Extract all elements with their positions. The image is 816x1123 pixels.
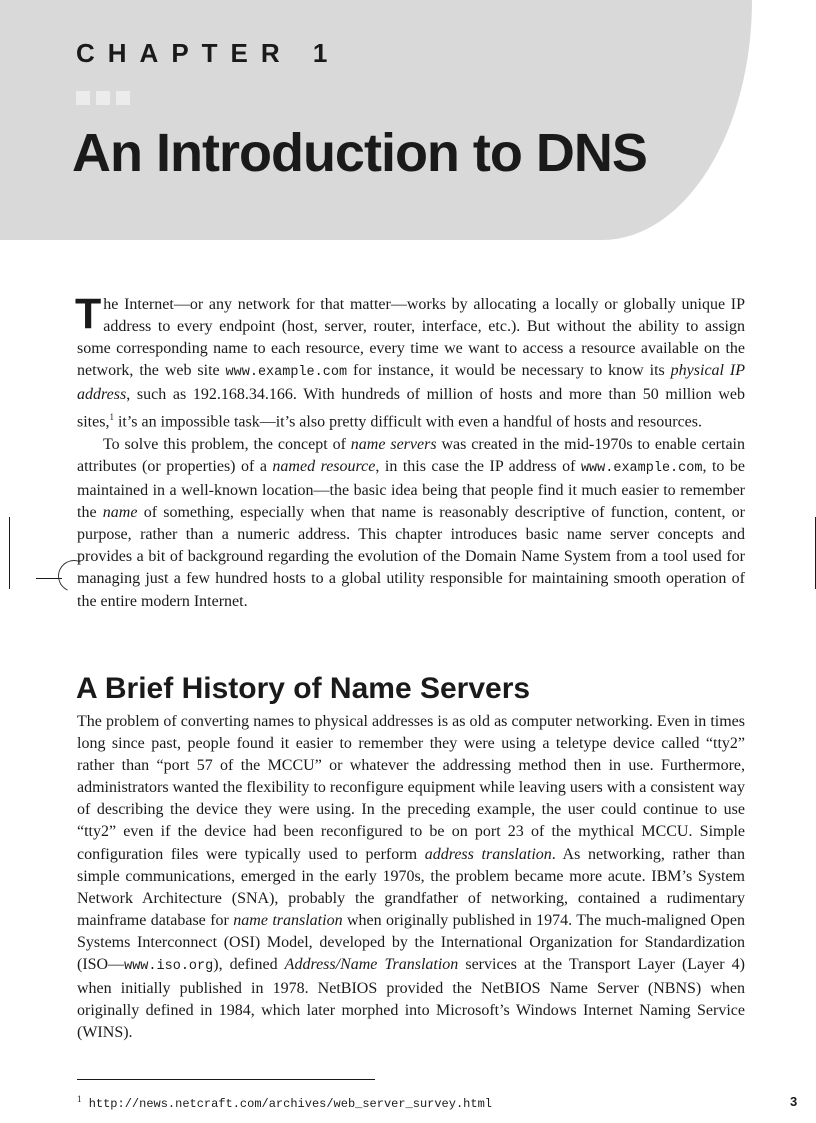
footnote bbox=[77, 1094, 492, 1111]
footnote-url[interactable]: http://news.netcraft.com/archives/web_server_survey.html bbox=[88, 1097, 492, 1111]
footnote-mark: 1 bbox=[77, 1094, 82, 1104]
history-section bbox=[77, 711, 745, 1044]
chapter-title: An Introduction to DNS bbox=[72, 123, 647, 183]
intro-paragraph-1: The Internet—or any network for that matter—works by allocating a locally or globally unique IP address to every endpoint (host, server, router, interface, etc.). But without the ability to assign some corresponding name to each resource, every time we want to access a resource available on the network, the web site www.example.com for instance, it would be necessary to know its physical IP address, such as 192.168.34.166. With hundreds of million of hosts and more than 50 million web sites,$^1$ it’s an impossible task—it’s also pretty difficult with even a handful of hosts and resources. bbox=[75, 290, 746, 431]
inline-code: www.example.com bbox=[580, 460, 703, 476]
section-heading: A Brief History of Name Servers bbox=[76, 672, 531, 705]
intro-paragraph-2: To solve this problem, the concept of name servers was created in the mid-1970s to enable certain attributes (or properties) of a named resource, in this case the IP address of www.example.com, to be maintained in a well-known location—the basic idea being that people find it much easier to remember the name of something, especially when that name is reasonably descriptive of function, content, or purpose, rather than a numeric address. This chapter introduces basic name server concepts and provides a bit of background regarding the evolution of the Domain Name System from a tool used for managing just a few hundred hosts to a global utility responsible for maintaining smooth operation of the entire modern Internet. bbox=[77, 435, 746, 610]
intro-section bbox=[75, 290, 746, 613]
inline-code: www.iso.org bbox=[124, 959, 214, 975]
crop-mark-left bbox=[9, 517, 10, 589]
page-number: 3 bbox=[790, 1094, 798, 1109]
chapter-header-band bbox=[0, 0, 752, 240]
history-paragraph: The problem of converting names to physical addresses is as old as computer networking. Even in times long since past, people found it easier to remember they were using a teletype device called “tty2” rather than “port 57 of the MCCU” or whatever the addressing method then in use. Furthermore, administrators wanted the flexibility to reconfigure equipment while leaving users with a consistent way of describing the device they were using. In the preceding example, the user could continue to use “tty2” even if the device had been reconfigured to be on port 23 of the mythical MCCU. Simple configuration files were typically used to perform address translation. As networking, rather than simple communications, emerged in the early 1970s, the problem became more acute. IBM’s System Network Architecture (SNA), probably the grandfather of networking, contained a rudimentary mainframe database for name translation when originally published in 1974. The much-maligned Open Systems Interconnect (OSI) Model, developed by the International Organization for Standardization (ISO—www.iso.org), defined Address/Name Translation services at the Transport Layer (Layer 4) when initially published in 1978. NetBIOS provided the NetBIOS Name Server (NBNS) when originally defined in 1984, which later morphed into Microsoft’s Windows Internet Naming Service (WINS). bbox=[77, 713, 746, 1042]
inline-code: www.example.com bbox=[225, 365, 348, 381]
decorative-squares bbox=[76, 91, 130, 105]
footnote-rule bbox=[77, 1079, 375, 1080]
footnote-ref: 1 bbox=[109, 412, 114, 423]
chapter-label: CHAPTER 1 bbox=[76, 38, 341, 68]
drop-cap: T bbox=[75, 290, 102, 338]
